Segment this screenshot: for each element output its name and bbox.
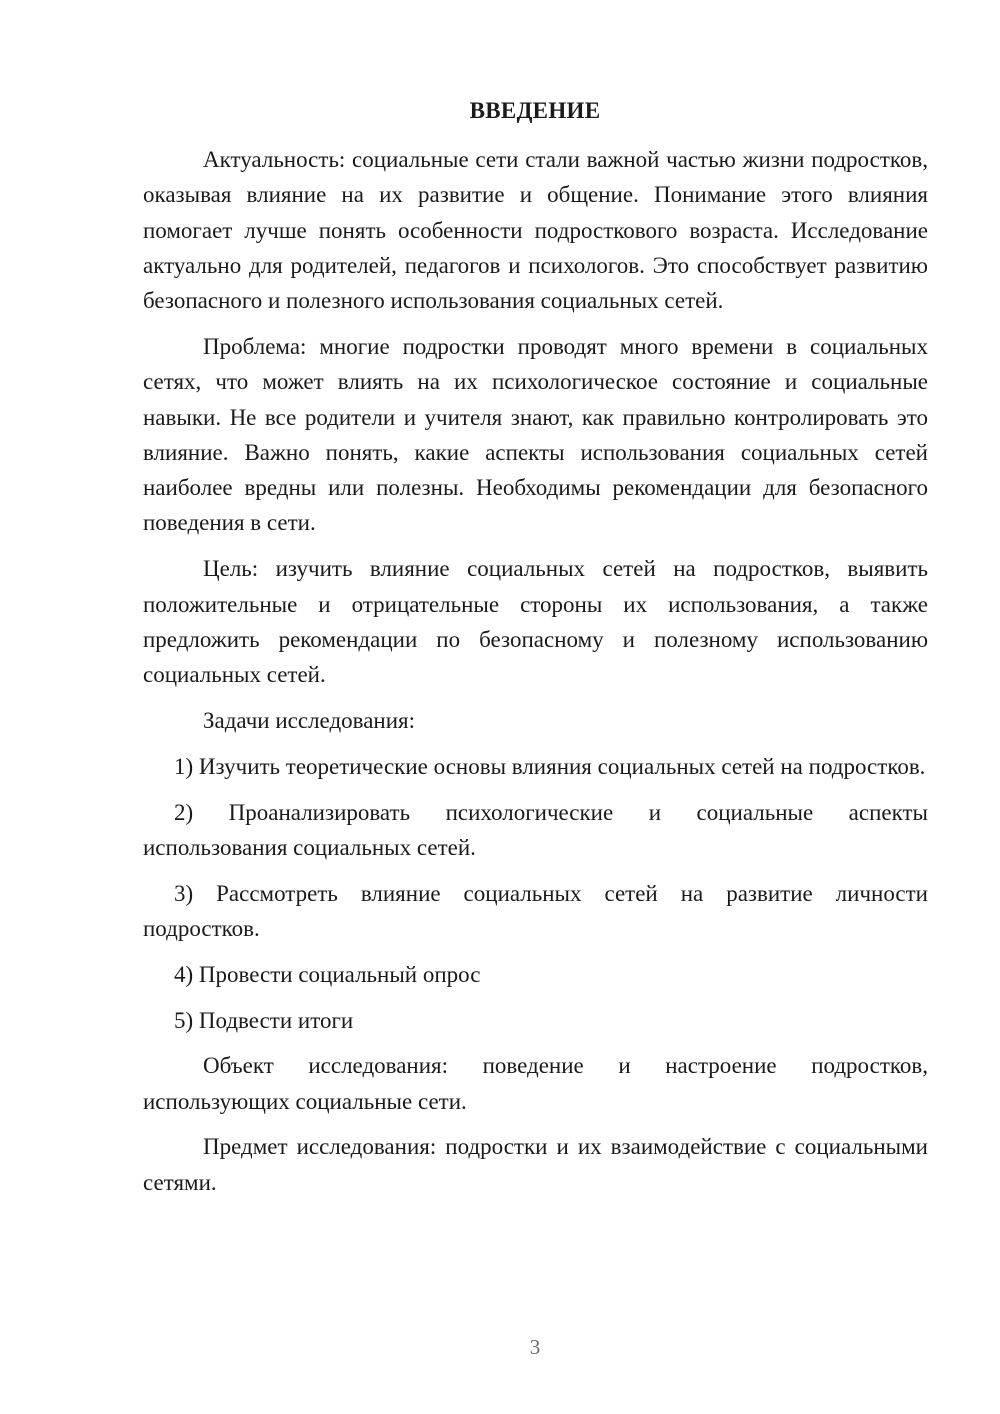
- task-item-4: 4) Провести социальный опрос: [174, 961, 481, 987]
- page-heading: ВВЕДЕНИЕ: [469, 98, 601, 123]
- task-item-3: 3) Рассмотреть влияние социальных сетей на развитие личности подростков.: [143, 880, 928, 941]
- paragraph-problem: Проблема: многие подростки проводят много времени в социальных сетях, что может влиять на их психологическое состояние и социальные навыки. Не все родители и учителя знают, как правильно контролировать это влияние. Важно понять, какие аспекты использования социальных сетей наиболее вредны или полезны. Необходимы рекомендации для безопасного поведения в сети.: [143, 333, 928, 536]
- paragraph-goal: Цель: изучить влияние социальных сетей на подростков, выявить положительные и отрицательные стороны их использования, а также предложить рекомендации по безопасному и полезному использованию социальных сетей.: [143, 556, 928, 688]
- paragraph-object: Объект исследования: поведение и настроение подростков, использующих социальные сети.: [143, 1053, 928, 1114]
- task-item-2: 2) Проанализировать психологические и социальные аспекты использования социальных сетей.: [143, 799, 928, 860]
- task-item-1: 1) Изучить теоретические основы влияния социальных сетей на подростков.: [174, 753, 926, 779]
- document-body: [143, 142, 928, 1211]
- task-item-5: 5) Подвести итоги: [174, 1007, 354, 1033]
- paragraph-relevance: Актуальность: социальные сети стали важной частью жизни подростков, оказывая влияние на их развитие и общение. Понимание этого влияния помогает лучше понять особенности подросткового возраста. Исследование актуально для родителей, педагогов и психологов. Это способствует развитию безопасного и полезного использования социальных сетей.: [143, 147, 928, 314]
- paragraph-tasks-title: Задачи исследования:: [203, 707, 416, 733]
- paragraph-subject: Предмет исследования: подростки и их взаимодействие с социальными сетями.: [143, 1134, 928, 1195]
- page-number: 3: [529, 1335, 541, 1359]
